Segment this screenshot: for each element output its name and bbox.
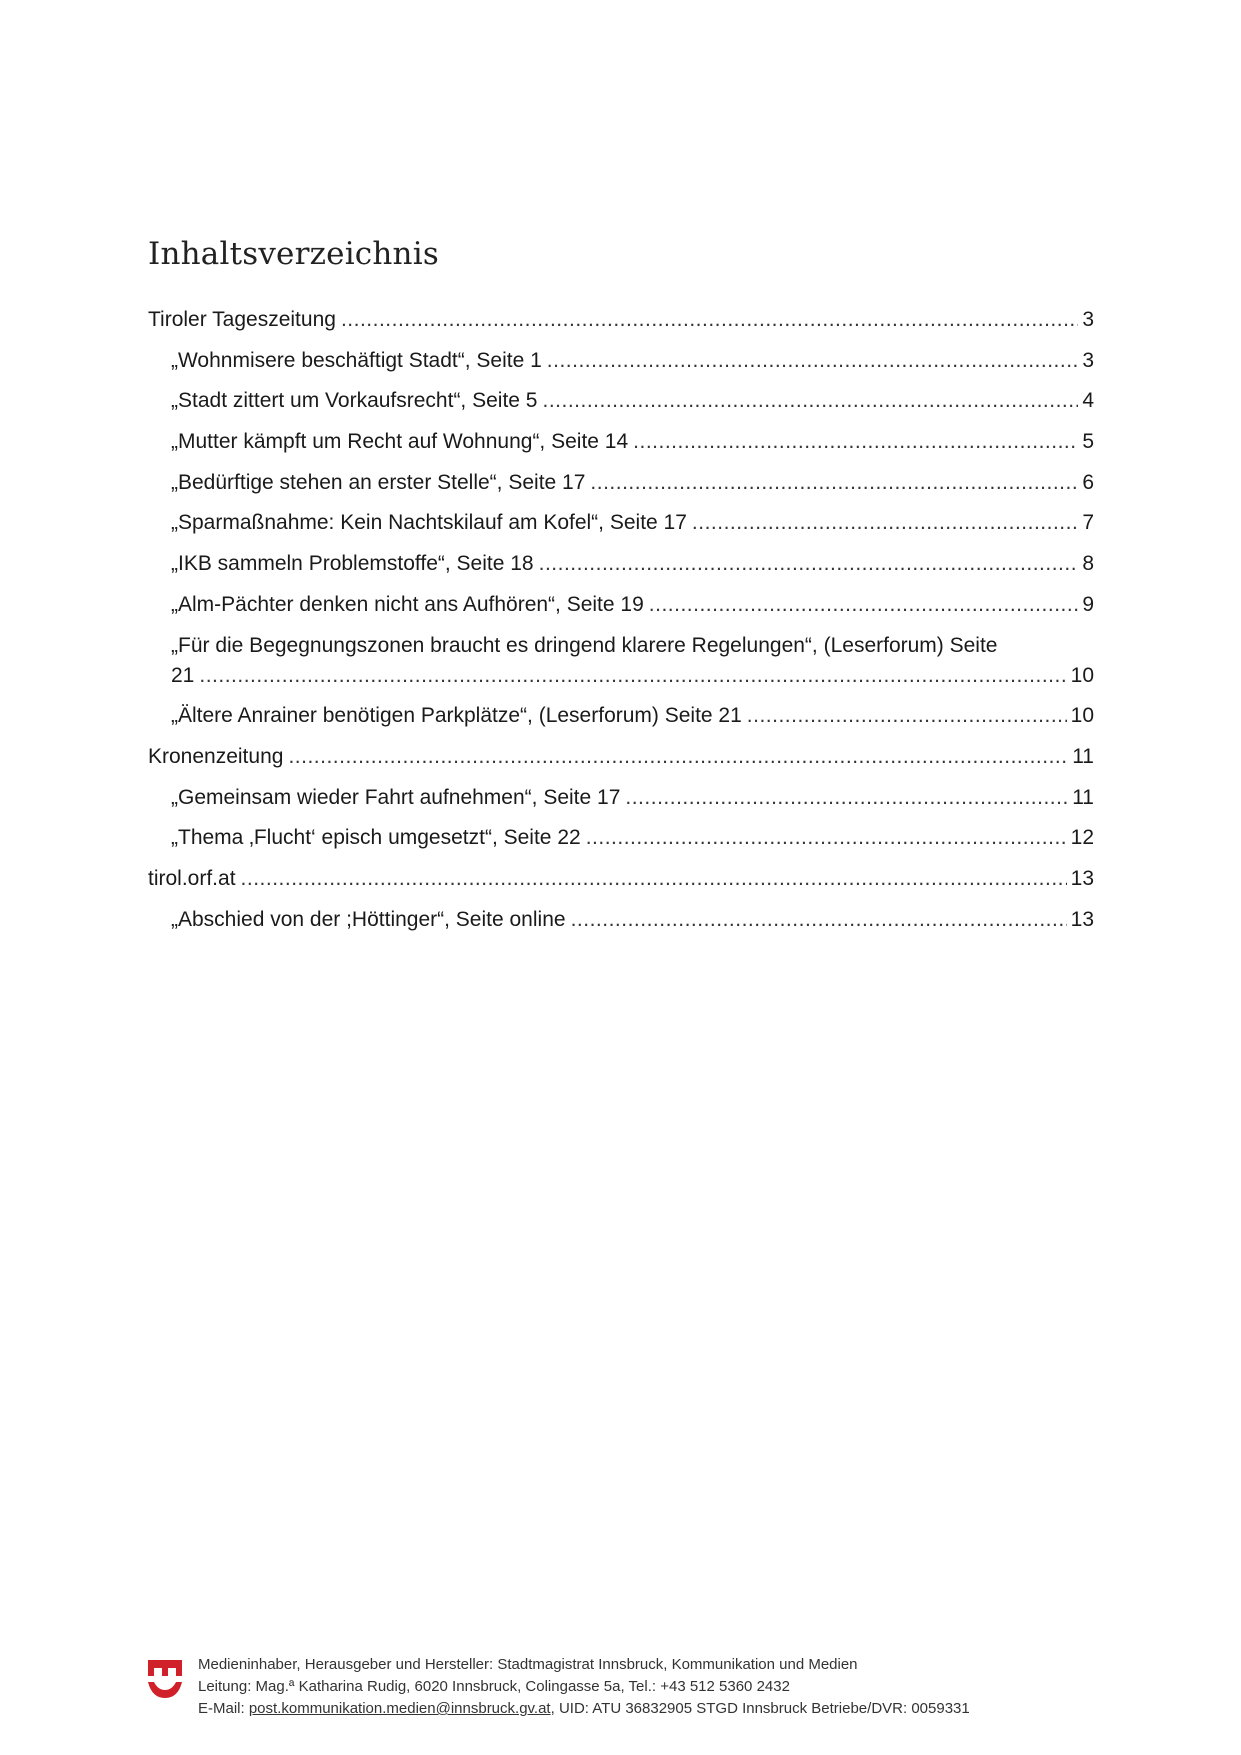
- toc-leader-dots: [692, 508, 1078, 538]
- toc-entry[interactable]: [148, 783, 1094, 813]
- page-footer: [148, 1654, 1088, 1724]
- toc-entry-label: „Bedürftige stehen an erster Stelle“, Seite 17: [171, 470, 586, 494]
- toc-entry-label: „Stadt zittert um Vorkaufsrecht“, Seite 5: [171, 389, 538, 413]
- toc-entry-label: „Alm-Pächter denken nicht ans Aufhören“, Seite 19: [171, 592, 644, 616]
- toc-leader-dots: [539, 549, 1079, 579]
- toc-page-number: 4: [1082, 389, 1094, 413]
- footer-email-link[interactable]: post.kommunikation.medien@innsbruck.gv.at: [248, 1700, 551, 1717]
- toc-entry[interactable]: [148, 468, 1094, 498]
- toc-leader-dots: [543, 386, 1079, 416]
- toc-entry-kronenzeitung[interactable]: [148, 742, 1094, 772]
- toc-entry[interactable]: [148, 386, 1094, 416]
- toc-entry-tirol-orf[interactable]: [148, 864, 1094, 894]
- toc-page-number: 10: [1070, 663, 1094, 687]
- toc-page-number: 7: [1082, 511, 1094, 535]
- toc-page-number: 10: [1070, 704, 1094, 728]
- toc-leader-dots: [649, 590, 1079, 620]
- toc-page-number: 11: [1072, 785, 1094, 809]
- toc-page-number: 5: [1082, 430, 1094, 454]
- toc-entry[interactable]: [148, 427, 1094, 457]
- toc-entry-label: „Wohnmisere beschäftigt Stadt“, Seite 1: [171, 348, 542, 372]
- toc-page-number: 12: [1070, 826, 1094, 850]
- toc-entry-label: tirol.orf.at: [148, 866, 236, 890]
- toc-leader-dots: [547, 346, 1079, 376]
- toc-leader-dots: [571, 905, 1067, 935]
- footer-line-management: Leitung: Mag.ª Katharina Rudig, 6020 Innsbruck, Colingasse 5a, Tel.: +43 512 5360 2432: [198, 1678, 790, 1695]
- toc-entry[interactable]: [148, 701, 1094, 731]
- toc-leader-dots: [625, 783, 1068, 813]
- toc-page-number: 13: [1070, 866, 1094, 890]
- toc-entry[interactable]: [148, 631, 1094, 691]
- toc-entry-label: Tiroler Tageszeitung: [148, 308, 336, 331]
- toc-entry-label: „Mutter kämpft um Recht auf Wohnung“, Seite 14: [171, 430, 629, 454]
- toc-entry[interactable]: [148, 823, 1094, 853]
- toc-entry[interactable]: [148, 508, 1094, 538]
- toc-entry-label: „Thema ‚Flucht‘ episch umgesetzt“, Seite 22: [171, 826, 581, 850]
- footer-line-publisher: Medieninhaber, Herausgeber und Hersteller: Stadtmagistrat Innsbruck, Kommunikation und Medien: [198, 1656, 858, 1673]
- toc-page-number: 3: [1082, 308, 1094, 331]
- toc-entry-label-line1: „Für die Begegnungszonen braucht es dringend klarere Regelungen“, (Leserforum) Seite: [171, 633, 998, 657]
- toc-entry-label: „Abschied von der ;Höttinger“, Seite online: [171, 907, 566, 931]
- toc-leader-dots: [586, 823, 1067, 853]
- toc-leader-dots: [590, 468, 1078, 498]
- toc-leader-dots: [288, 742, 1068, 772]
- toc-page-number: 9: [1082, 592, 1094, 616]
- footer-imprint: [198, 1654, 970, 1720]
- footer-registration-info: , UID: ATU 36832905 STGD Innsbruck Betriebe/DVR: 0059331: [550, 1700, 970, 1717]
- toc-entry-label: Kronenzeitung: [148, 744, 284, 768]
- toc-page-number: 6: [1082, 470, 1094, 494]
- toc-entry[interactable]: [148, 590, 1094, 620]
- toc-entry-label: „IKB sammeln Problemstoffe“, Seite 18: [171, 552, 534, 576]
- toc-leader-dots: [633, 427, 1078, 457]
- toc-entry[interactable]: [148, 905, 1094, 935]
- toc-entry-label: „Sparmaßnahme: Kein Nachtskilauf am Kofel“, Seite 17: [171, 511, 687, 535]
- page-title: Inhaltsverzeichnis: [148, 236, 439, 272]
- toc-leader-dots: [747, 701, 1067, 731]
- toc-entry-label: „Gemeinsam wieder Fahrt aufnehmen“, Seite 17: [171, 785, 621, 809]
- toc-page-number: 3: [1082, 348, 1094, 372]
- toc-page-number: 13: [1070, 907, 1094, 931]
- table-of-contents: [148, 305, 1094, 945]
- toc-entry-label-line2: 21: [171, 663, 195, 687]
- footer-line-contact: [198, 1698, 970, 1720]
- toc-leader-dots: [199, 661, 1066, 691]
- toc-entry[interactable]: [148, 346, 1094, 376]
- toc-entry-label: „Ältere Anrainer benötigen Parkplätze“, (Leserforum) Seite 21: [171, 704, 742, 728]
- toc-entry-tiroler-tageszeitung[interactable]: [148, 305, 1094, 335]
- toc-leader-dots: [241, 864, 1067, 894]
- toc-leader-dots: [341, 305, 1078, 335]
- toc-entry[interactable]: [148, 549, 1094, 579]
- innsbruck-logo-icon: [148, 1658, 182, 1698]
- toc-page-number: 8: [1082, 552, 1094, 576]
- toc-page-number: 11: [1072, 744, 1094, 768]
- footer-email-label: E-Mail:: [198, 1700, 249, 1717]
